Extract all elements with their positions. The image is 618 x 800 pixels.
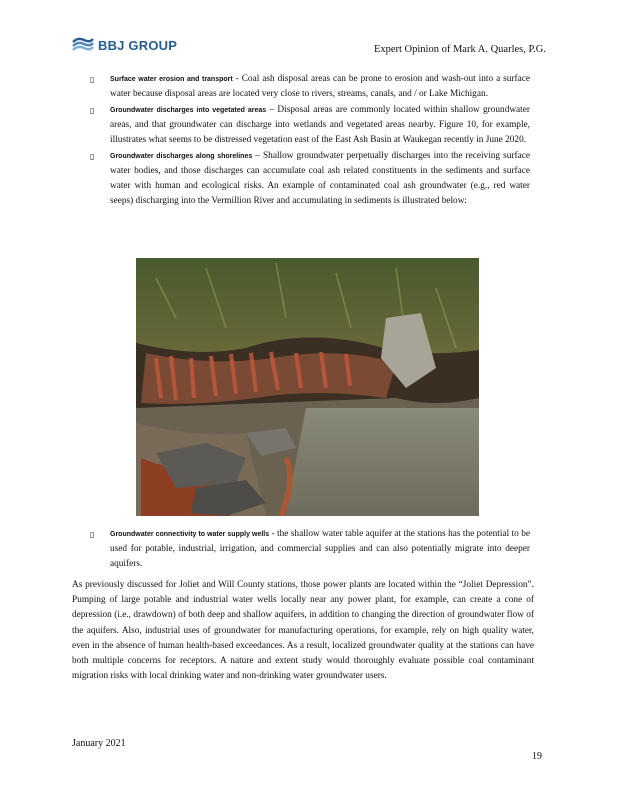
brand-name: BBJ GROUP bbox=[98, 37, 178, 53]
river-seep-photo bbox=[136, 258, 479, 516]
bullet-lead: Groundwater connectivity to water supply wells bbox=[110, 531, 270, 538]
page-number: 19 bbox=[532, 751, 542, 762]
bullet-text: – Disposal areas are commonly located within shallow groundwater areas, and that groundwater can discharge into wetlands and vegetated areas nearby. Figure 10, for example, illustrates what seems to be distressed vegetation east of the East Ash Basin at Waukegan recently in June 2020. bbox=[110, 105, 530, 145]
body-paragraph: As previously discussed for Joliet and Will County stations, those power plants are located within the “Joliet Depression”. Pumping of large potable and industrial water wells locally near any power plant, for example, can create a cone of depression (i.e., drawdown) of both deep and shallow aquifers, in addition to changing the direction of groundwater flow of the aquifers. Also, industrial uses of groundwater for manufacturing operations, for example, rely on high quality water, even in the absence of human health-based exceedances. As a result, localized groundwater quality at the stations can have both multiple concerns for receptors. A nature and extent study would thoroughly evaluate possible coal contaminant migration risks with local drinking water and non-drinking water groundwater users. bbox=[72, 580, 534, 682]
document-title: Expert Opinion of Mark A. Quarles, P.G. bbox=[373, 44, 546, 55]
square-bullet-icon: ▯ bbox=[90, 152, 95, 161]
bullet-text: – Shallow groundwater perpetually discharges into the receiving surface water bodies, and those discharges can accumulate coal ash related constituents in the sediments and surface water with human and ecological risks. An example of contaminated coal ash groundwater (e.g., red water seeps) discharging into the Vermillion River and accumulating in sediments is illustrated below: bbox=[110, 151, 530, 206]
bullet-lead: Groundwater discharges into vegetated areas bbox=[110, 107, 267, 114]
bullet-list-continued bbox=[90, 527, 530, 572]
square-bullet-icon: ▯ bbox=[90, 75, 95, 84]
bullet-lead: Groundwater discharges along shorelines bbox=[110, 153, 253, 160]
bullet-lead: Surface water erosion and transport bbox=[110, 76, 233, 83]
company-logo bbox=[72, 36, 177, 54]
bullet-item-shorelines bbox=[90, 149, 530, 209]
bullet-item-erosion bbox=[90, 72, 530, 102]
bullet-list bbox=[90, 72, 530, 209]
bbj-wave-logo-icon bbox=[72, 36, 94, 54]
bullet-text: - Coal ash disposal areas can be prone to erosion and wash-out into a surface water because disposal areas are located very close to rivers, streams, canals, and / or Lake Michigan. bbox=[110, 74, 530, 99]
bullet-item-vegetated bbox=[90, 103, 530, 148]
square-bullet-icon: ▯ bbox=[90, 530, 95, 539]
footer-date: January 2021 bbox=[72, 738, 126, 749]
bullet-text: - the shallow water table aquifer at the stations has the potential to be used for potable, industrial, irrigation, and commercial supplies and can also potentially migrate into deeper aquifers. bbox=[110, 529, 531, 569]
square-bullet-icon: ▯ bbox=[90, 106, 95, 115]
bullet-item-wells bbox=[90, 527, 530, 572]
